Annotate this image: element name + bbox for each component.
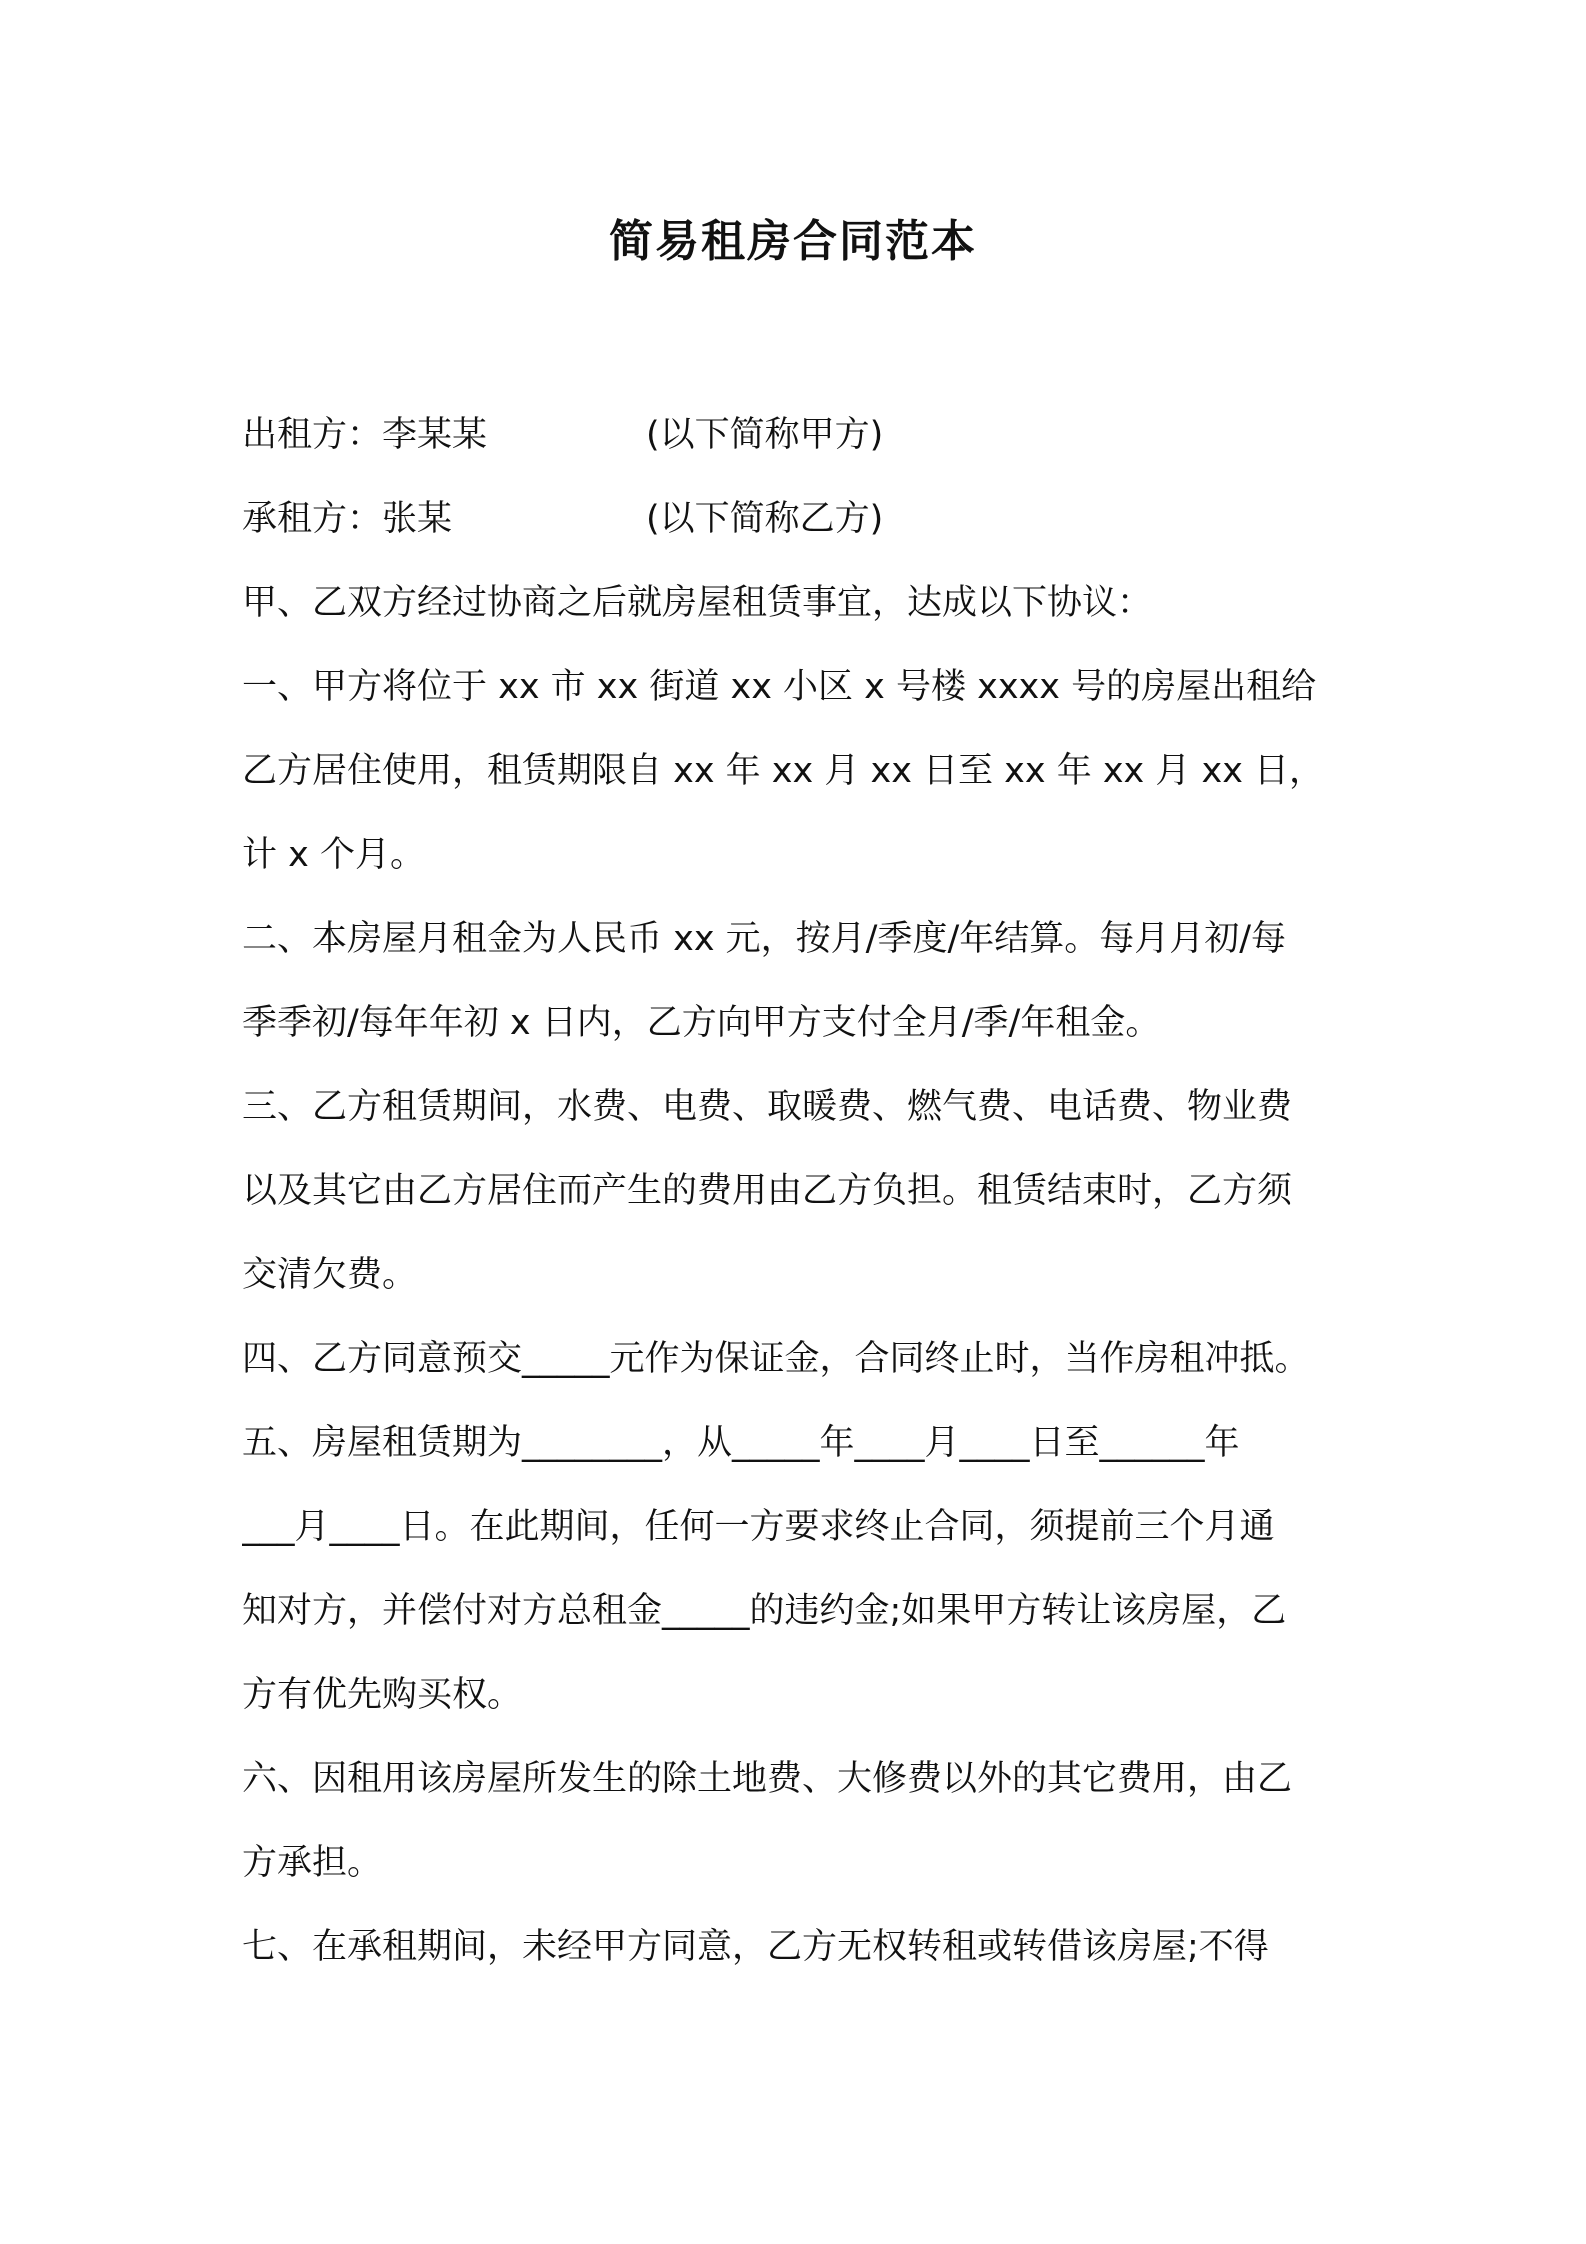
- lessee-note: (以下简称乙方): [646, 499, 884, 539]
- document-title: 简易租房合同范本: [609, 216, 977, 267]
- lessor-line: [242, 410, 1352, 460]
- clause-5-line-2: ___月____日。在此期间，任何一方要求终止合同，须提前三个月通: [242, 1507, 1275, 1547]
- clause-1-line-3: 计 x 个月。: [242, 835, 425, 875]
- lessor-note: (以下简称甲方): [646, 415, 884, 455]
- clause-7-line-1: 七、在承租期间，未经甲方同意，乙方无权转租或转借该房屋;不得: [242, 1927, 1269, 1967]
- lessor-label: 出租方：: [242, 415, 383, 455]
- clause-1-line-1: 一、甲方将位于 xx 市 xx 街道 xx 小区 x 号楼 xxxx 号的房屋出租给: [242, 667, 1317, 707]
- clause-6-line-1: 六、因租用该房屋所发生的除土地费、大修费以外的其它费用，由乙: [242, 1759, 1293, 1799]
- clause-1-line-2: 乙方居住使用，租赁期限自 xx 年 xx 月 xx 日至 xx 年 xx 月 xx 日，: [242, 751, 1325, 791]
- lessor-name: 李某某: [382, 415, 488, 455]
- lessee-label: 承租方：: [242, 499, 383, 539]
- clause-5-line-1: 五、房屋租赁期为________，从_____年____月____日至______年: [242, 1423, 1240, 1463]
- clause-2-line-2: 季季初/每年年初 x 日内，乙方向甲方支付全月/季/年租金。: [242, 1003, 1161, 1043]
- clause-2-line-1: 二、本房屋月租金为人民币 xx 元，按月/季度/年结算。每月月初/每: [242, 919, 1287, 959]
- clause-5-line-3: 知对方，并偿付对方总租金_____的违约金;如果甲方转让该房屋，乙: [242, 1591, 1287, 1631]
- lessee-name: 张某: [382, 499, 453, 539]
- lessee-line: [242, 494, 1352, 544]
- agreement-intro-line: 甲、乙双方经过协商之后就房屋租赁事宜，达成以下协议：: [242, 583, 1153, 623]
- clause-6-line-2: 方承担。: [242, 1843, 383, 1883]
- clause-4-line-1: 四、乙方同意预交_____元作为保证金，合同终止时，当作房租冲抵。: [242, 1339, 1310, 1379]
- clause-3-line-1: 三、乙方租赁期间，水费、电费、取暖费、燃气费、电话费、物业费: [242, 1087, 1293, 1127]
- clause-3-line-3: 交清欠费。: [242, 1255, 418, 1295]
- clause-3-line-2: 以及其它由乙方居住而产生的费用由乙方负担。租赁结束时，乙方须: [242, 1171, 1293, 1211]
- clause-5-line-4: 方有优先购买权。: [242, 1675, 523, 1715]
